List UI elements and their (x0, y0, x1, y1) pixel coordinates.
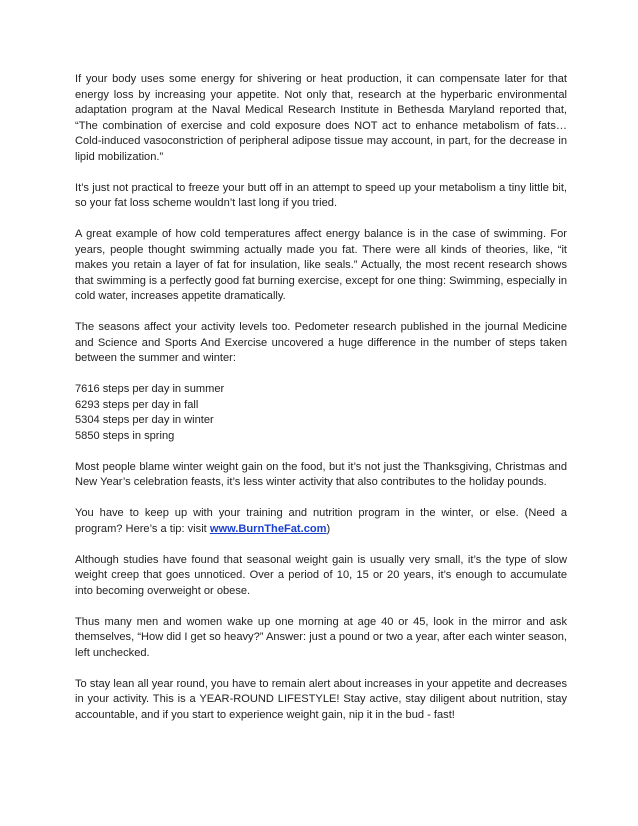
tip-text-before: You have to keep up with your training and nutrition program in the winter, or else. (Need a program? Here’s a tip: visit (75, 507, 567, 535)
tip-text-after: ) (326, 522, 331, 535)
list-item: 5304 steps per day in winter (75, 414, 214, 426)
list-item: 7616 steps per day in summer (75, 383, 225, 395)
burnthefat-link[interactable]: www.BurnTheFat.com (209, 522, 327, 535)
paragraph-winter-weight-gain: Most people blame winter weight gain on the food, but it’s not just the Thanksgiving, Christmas and New Year’s celebration feasts, it’s less winter activity that also contributes to the holiday pounds. (75, 460, 567, 488)
paragraph-swimming: A great example of how cold temperatures affect energy balance is in the case of swimming. For years, people thought swimming actually made you fat. There were all kinds of theories, like, “it makes you retain a layer of fat for insulation, like seals.” Actually, the most recent research shows that swimming is a perfectly good fat burning exercise, except for one thing: Swimming, especially in cold water, increases appetite dramatically. (75, 228, 567, 302)
paragraph-stay-lean: To stay lean all year round, you have to remain alert about increases in your appetite and decreases in your activity. This is a YEAR-ROUND LIFESTYLE! Stay active, stay diligent about nutrition, stay accountable, and if you start to experience weight gain, nip it in the bud - fast! (75, 677, 567, 721)
paragraph-how-did-i-get-heavy: Thus many men and women wake up one morning at age 40 or 45, look in the mirror and ask themselves, “How did I get so heavy?” Answer: just a pound or two a year, after each winter season, left unchecked. (75, 615, 567, 659)
paragraph-cold-appetite: If your body uses some energy for shivering or heat production, it can compensate later for that energy loss by increasing your appetite. Not only that, research at the hyperbaric environmental adaptation program at the Naval Medical Research Institute in Bethesda Maryland reported that, “The combination of exercise and cold exposure does NOT act to enhance metabolism of fats… Cold-induced vasoconstriction of peripheral adipose tissue may account, in part, for the decrease in lipid mobilization.” (75, 73, 567, 163)
list-item: 5850 steps in spring (75, 429, 175, 442)
paragraph-weight-creep: Although studies have found that seasonal weight gain is usually very small, it’s the type of slow weight creep that goes unnoticed. Over a period of 10, 15 or 20 years, it’s enough to accumulate into becoming overweight or obese. (75, 553, 567, 597)
steps-per-season-list (75, 382, 567, 444)
paragraph-freeze-impractical: It’s just not practical to freeze your butt off in an attempt to speed up your metabolism a tiny little bit, so your fat loss scheme wouldn’t last long if you tried. (75, 181, 567, 209)
article-body (75, 72, 567, 739)
paragraph-program-tip (75, 506, 567, 537)
list-item: 6293 steps per day in fall (75, 398, 199, 411)
paragraph-seasons-activity: The seasons affect your activity levels too. Pedometer research published in the journal Medicine and Science and Sports And Exercise uncovered a huge difference in the number of steps taken between the summer and winter: (75, 321, 567, 364)
